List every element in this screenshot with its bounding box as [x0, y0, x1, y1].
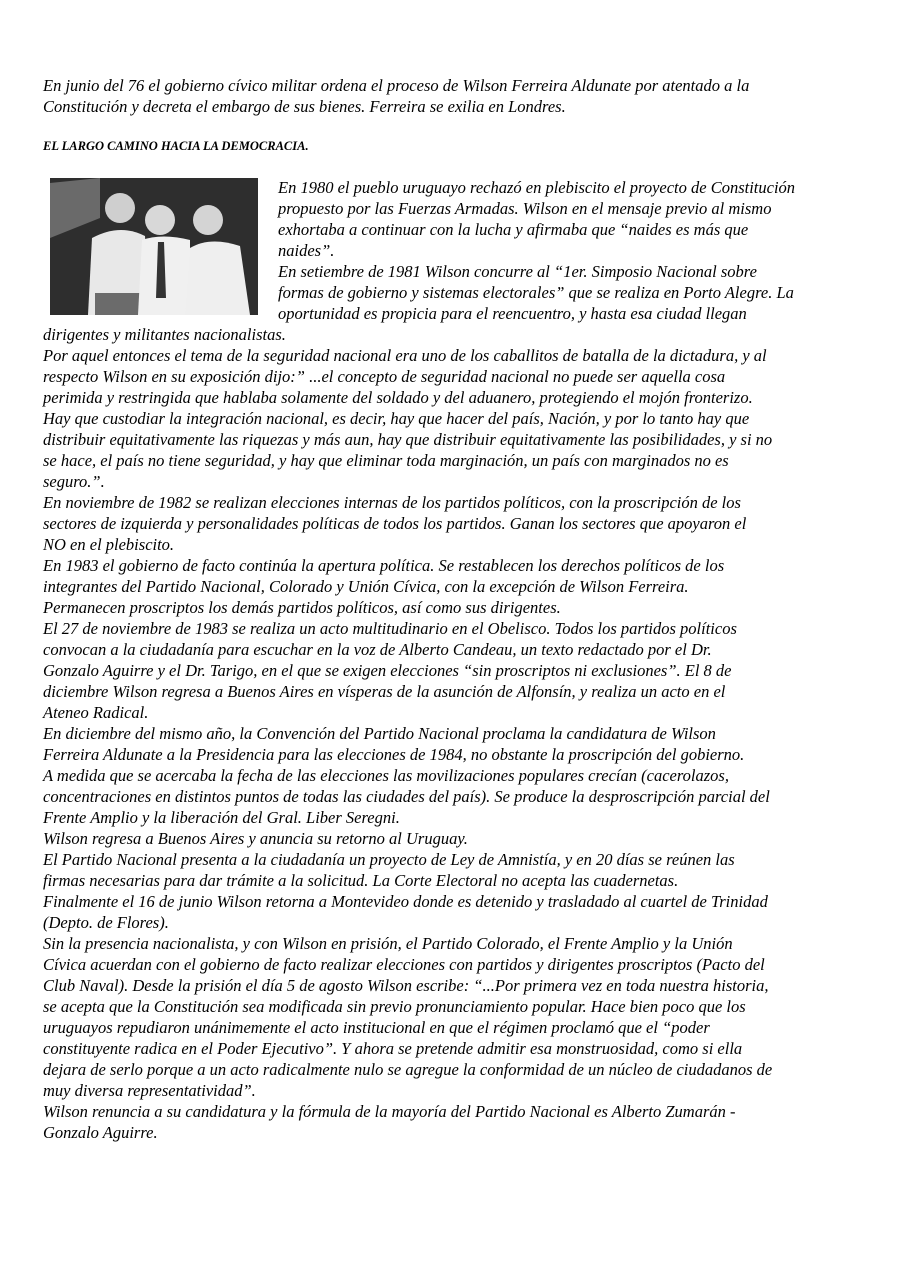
text-line: Club Naval). Desde la prisión el día 5 de agosto Wilson escribe: “...Por primera vez en toda nuestra historia, [43, 976, 769, 995]
text-line: dirigentes y militantes nacionalistas. [43, 325, 286, 344]
text-line: En diciembre del mismo año, la Convención del Partido Nacional proclama la candidatura de Wilson [43, 724, 716, 743]
text-line: constituyente radica en el Poder Ejecutivo”. Y ahora se pretende admitir esa monstruosidad, como si ella [43, 1039, 743, 1058]
text-line: se acepta que la Constitución sea modificada sin previo pronunciamiento popular. Hace bien poco que los [43, 997, 746, 1016]
text-line: sectores de izquierda y personalidades políticas de todos los partidos. Ganan los sectores que apoyaron el [43, 514, 747, 533]
text-line: NO en el plebiscito. [43, 535, 175, 554]
text-line: convocan a la ciudadanía para escuchar en la voz de Alberto Candeau, un texto redactado por el Dr. [43, 640, 712, 659]
section-heading: EL LARGO CAMINO HACIA LA DEMOCRACIA. [43, 139, 309, 153]
text-line: Cívica acuerdan con el gobierno de facto realizar elecciones con partidos y dirigentes proscriptos (Pacto del [43, 955, 765, 974]
text-line: Finalmente el 16 de junio Wilson retorna a Montevideo donde es detenido y trasladado al cuartel de Trinidad [43, 892, 768, 911]
text-line: naides”. [278, 241, 335, 260]
text-line: En 1983 el gobierno de facto continúa la apertura política. Se restablecen los derechos políticos de los [43, 556, 725, 575]
text-line: propuesto por las Fuerzas Armadas. Wilson en el mensaje previo al mismo [278, 199, 772, 218]
text-line: formas de gobierno y sistemas electorales” que se realiza en Porto Alegre. La [278, 283, 794, 302]
text-line: En 1980 el pueblo uruguayo rechazó en plebiscito el proyecto de Constitución [278, 178, 796, 197]
text-line: concentraciones en distintos puntos de todas las ciudades del país). Se produce la desproscripción parcial del [43, 787, 770, 806]
text-line: Frente Amplio y la liberación del Gral. Liber Seregni. [43, 808, 400, 827]
text-line: seguro.”. [43, 472, 105, 491]
text-line: El Partido Nacional presenta a la ciudadanía un proyecto de Ley de Amnistía, y en 20 días se reúnen las [43, 850, 735, 869]
text-line: A medida que se acercaba la fecha de las elecciones las movilizaciones populares crecían (cacerolazos, [43, 766, 729, 785]
text-line: perimida y restringida que hablaba solamente del soldado y del aduanero, protegiendo el mojón fronterizo. [43, 388, 753, 407]
text-line: distribuir equitativamente las riquezas y más aun, hay que distribuir equitativamente las posibilidades, y si no [43, 430, 773, 449]
text-line: respecto Wilson en su exposición dijo:” ...el concepto de seguridad nacional no puede ser aquella cosa [43, 367, 726, 386]
text-line: Por aquel entonces el tema de la seguridad nacional era uno de los caballitos de batalla de la dictadura, y al [43, 346, 767, 365]
photo-three-men [50, 178, 258, 315]
text-line: Gonzalo Aguirre. [43, 1123, 158, 1142]
text-line: (Depto. de Flores). [43, 913, 169, 932]
text-line: se hace, el país no tiene seguridad, y hay que eliminar toda marginación, un país con marginados no es [43, 451, 729, 470]
text-line: El 27 de noviembre de 1983 se realiza un acto multitudinario en el Obelisco. Todos los partidos políticos [43, 619, 737, 638]
text-line: oportunidad es propicia para el reencuentro, y hasta esa ciudad llegan [278, 304, 747, 323]
photo-image [50, 178, 258, 315]
text-line: diciembre Wilson regresa a Buenos Aires en vísperas de la asunción de Alfonsín, y realiza un acto en el [43, 682, 726, 701]
text-line: integrantes del Partido Nacional, Colorado y Unión Cívica, con la excepción de Wilson Ferreira. [43, 577, 689, 596]
text-line: Permanecen proscriptos los demás partidos políticos, así como sus dirigentes. [43, 598, 561, 617]
text-line: firmas necesarias para dar trámite a la solicitud. La Corte Electoral no acepta las cuadernetas. [43, 871, 679, 890]
text-line: Ateneo Radical. [43, 703, 149, 722]
text-line: uruguayos repudiaron unánimemente el acto institucional en que el régimen proclamó que el “poder [43, 1018, 710, 1037]
text-line: exhortaba a continuar con la lucha y afirmaba que “naides es más que [278, 220, 749, 239]
text-line: En junio del 76 el gobierno cívico militar ordena el proceso de Wilson Ferreira Aldunate por atentado a la [43, 76, 750, 95]
text-line: Wilson renuncia a su candidatura y la fórmula de la mayoría del Partido Nacional es Alberto Zumarán - [43, 1102, 736, 1121]
text-line: Ferreira Aldunate a la Presidencia para las elecciones de 1984, no obstante la proscripción del gobierno. [43, 745, 745, 764]
text-line: dejara de serlo porque a un acto radicalmente nulo se agregue la conformidad de un núcleo de ciudadanos de [43, 1060, 773, 1079]
text-line: Sin la presencia nacionalista, y con Wilson en prisión, el Partido Colorado, el Frente Amplio y la Unión [43, 934, 733, 953]
text-line: En setiembre de 1981 Wilson concurre al “1er. Simposio Nacional sobre [278, 262, 757, 281]
text-line: Hay que custodiar la integración nacional, es decir, hay que hacer del país, Nación, y por lo tanto hay que [43, 409, 750, 428]
text-line: Wilson regresa a Buenos Aires y anuncia su retorno al Uruguay. [43, 829, 468, 848]
text-line: Gonzalo Aguirre y el Dr. Tarigo, en el que se exigen elecciones “sin proscriptos ni exclusiones”. El 8 de [43, 661, 732, 680]
text-line: En noviembre de 1982 se realizan elecciones internas de los partidos políticos, con la proscripción de los [43, 493, 741, 512]
text-line: muy diversa representatividad”. [43, 1081, 256, 1100]
text-line: Constitución y decreta el embargo de sus bienes. Ferreira se exilia en Londres. [43, 97, 566, 116]
